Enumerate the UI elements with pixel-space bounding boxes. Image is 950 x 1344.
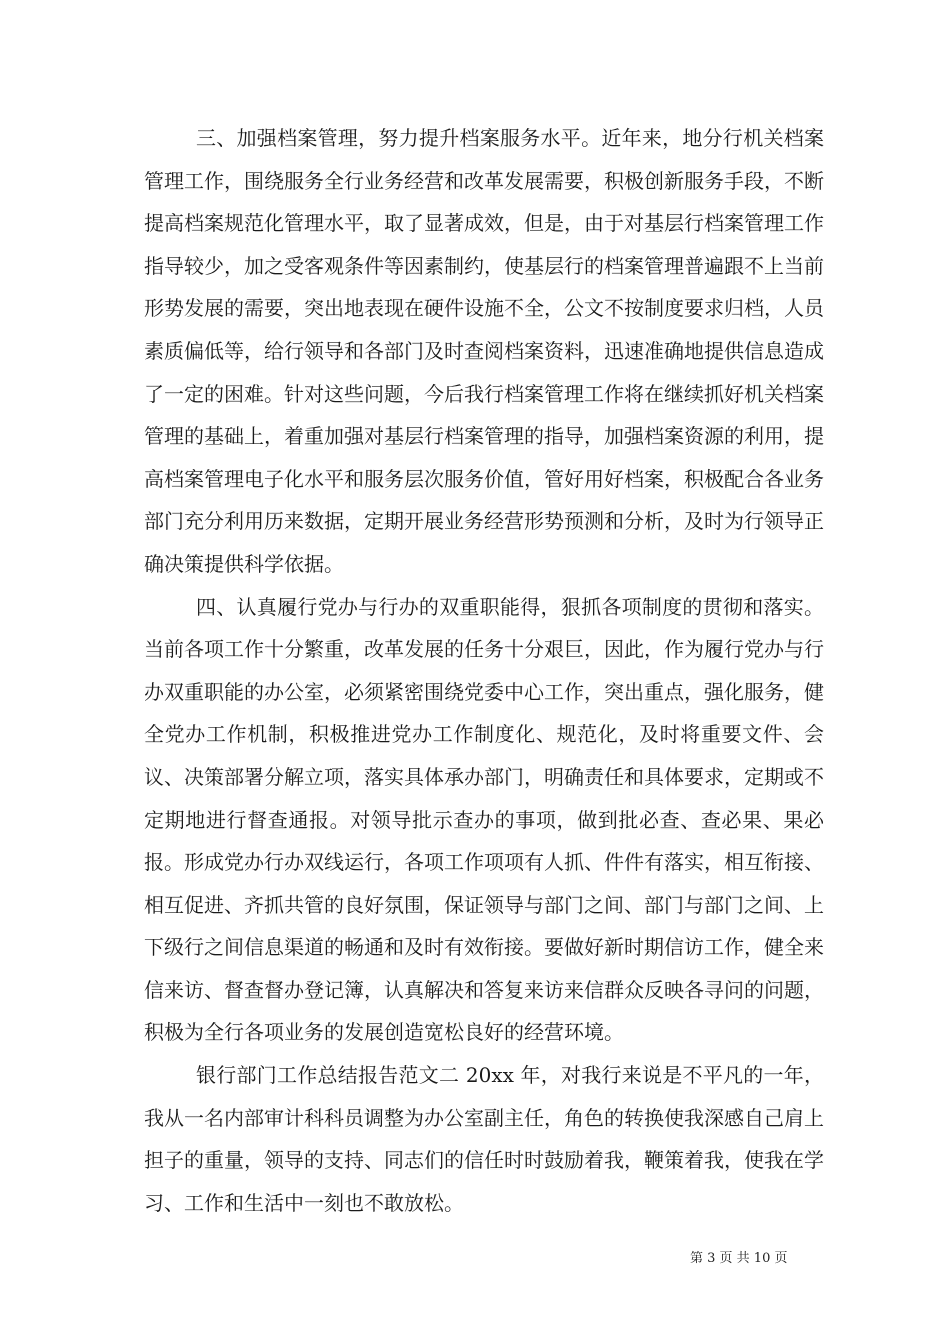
paragraph-dual-duties: 四、认真履行党办与行办的双重职能得，狠抓各项制度的贯彻和落实。当前各项工作十分繁重，改革发展的任务十分艰巨，因此，作为履行党办与行办双重职能的办公室，必须紧密围绕党委中心工作，突出重点，强化服务，健全党办工作机制，积极推进党办工作制度化、规范化，及时将重要文件、会议、决策部署分解立项，落实具体承办部门，明确责任和具体要求，定期或不定期地进行督查通报。对领导批示查办的事项，做到批必查、查必果、果必报。形成党办行办双线运行，各项工作项项有人抓、件件有落实，相互衔接、相互促进、齐抓共管的良好氛围，保证领导与部门之间、部门与部门之间、上下级行之间信息渠道的畅通和及时有效衔接。要做好新时期信访工作，健全来信来访、督查督办登记簿，认真解决和答复来访来信群众反映各寻问的问题，积极为全行各项业务的发展创造宽松良好的经营环境。 (144, 594, 824, 1045)
paragraph-archive-management: 三、加强档案管理，努力提升档案服务水平。近年来，地分行机关档案管理工作，围绕服务全行业务经营和改革发展需要，积极创新服务手段，不断提高档案规范化管理水平，取了显著成效，但是，由于对基层行档案管理工作指导较少，加之受客观条件等因素制约，使基层行的档案管理普遍跟不上当前形势发展的需要，突出地表现在硬件设施不全，公文不按制度要求归档，人员素质偏低等，给行领导和各部门及时查阅档案资料，迅速准确地提供信息造成了一定的困难。针对这些问题，今后我行档案管理工作将在继续抓好机关档案管理的基础上，着重加强对基层行档案管理的指导，加强档案资源的利用，提高档案管理电子化水平和服务层次服务价值，管好用好档案，积极配合各业务部门充分利用历来数据，定期开展业务经营形势预测和分析，及时为行领导正确决策提供科学依据。 (144, 126, 824, 576)
body-text (144, 117, 824, 1224)
paragraph-report-sample-two: 银行部门工作总结报告范文二 20xx 年，对我行来说是不平凡的一年，我从一名内部审计科科员调整为办公室副主任，角色的转换使我深感自己肩上担子的重量，领导的支持、同志们的信任时时鼓励着我，鞭策着我，使我在学习、工作和生活中一刻也不敢放松。 (144, 1063, 824, 1215)
page-number: 第 3 页 共 10 页 (690, 1251, 788, 1266)
